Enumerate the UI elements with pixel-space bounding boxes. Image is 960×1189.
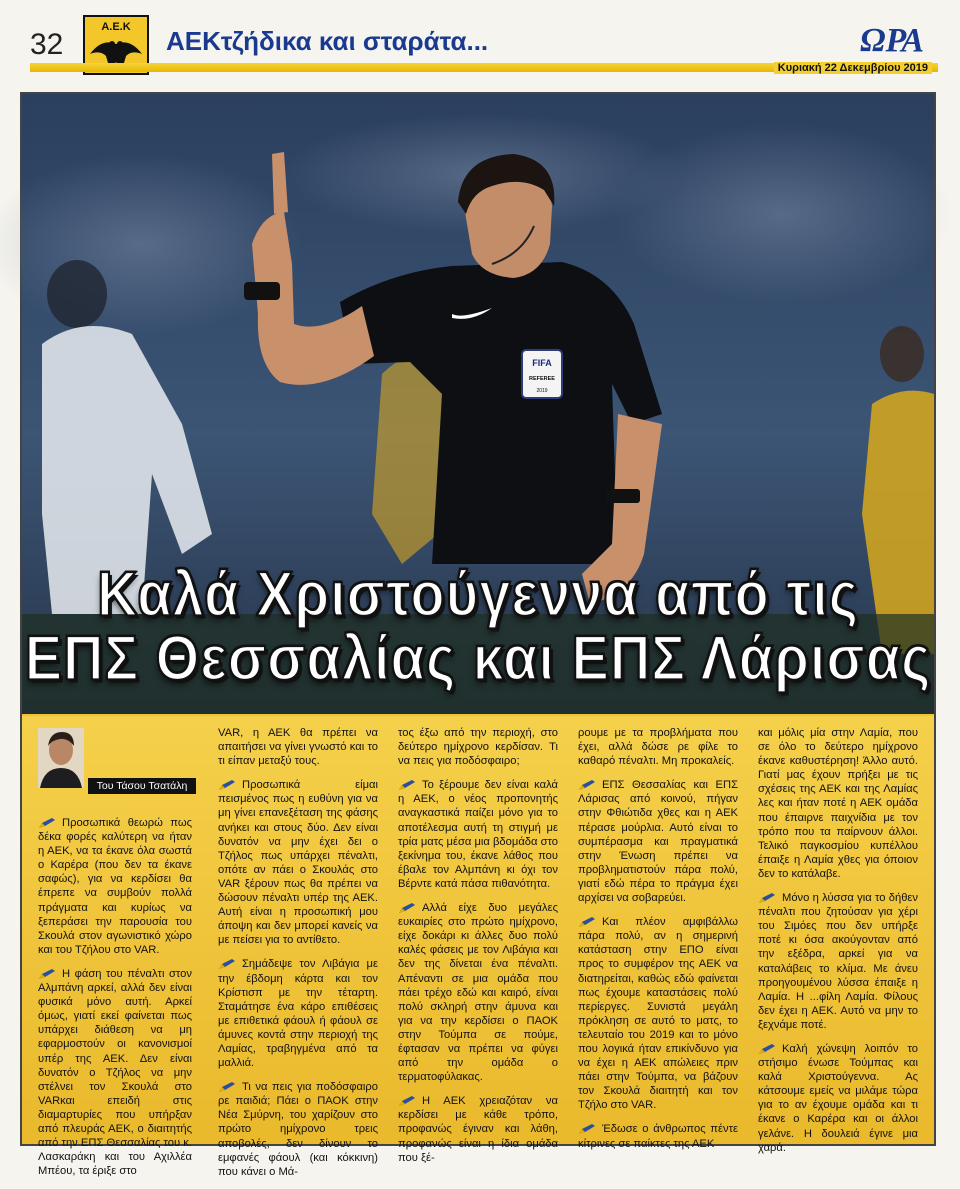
headline-line-1: Καλά Χριστούγεννα από τις	[97, 558, 859, 629]
pen-icon	[578, 779, 596, 791]
byline-block	[38, 728, 196, 808]
article-paragraph	[578, 726, 738, 768]
paragraph-text: Καλή χώνεψη λοιπόν το στήσιμο ένωσε Τούμπας και καλά Χριστούγεννα. Ας κάτσουμε εμείς να μιλάμε τώρα για το αν έχουμε ομάδα και τι έκανε ο Καρέρα και οι άλλοι γελάνε. Η δουλειά έγινε μια χαρά.	[758, 1042, 918, 1154]
article-column-2	[218, 726, 378, 1189]
paragraph-text: Σημάδεψε τον Λιβάγια με την έβδομη κάρτα και τον Κρίστισπ με την τέταρτη. Σταμάτησε ένα κάρο επιθέσεις με επιθετικά φάουλ ή φάουλ σε άμυνες κοντά στην περιοχή της Λαμίας, τραβηγμένα από τα μαλλιά.	[218, 958, 378, 1070]
pen-icon	[758, 1043, 776, 1055]
author-byline: Του Τάσου Τσατάλη	[88, 778, 196, 794]
referee-badge-text: REFEREE	[529, 376, 555, 382]
headline	[22, 558, 934, 693]
badge-year-text: 2019	[536, 388, 548, 394]
newspaper-masthead: ΩΡΑ	[860, 22, 924, 59]
pen-icon	[218, 958, 236, 970]
pen-icon	[398, 779, 416, 791]
paragraph-text: Και πλέον αμφιβάλλω πάρα πολύ, αν η σημερινή κατάσταση στην ΕΠΟ είναι προς το συμφέρον της ΑΕΚ να διατηρείται, καθώς εδώ φαίνεται πως έχουμε καταστάσεις πολύ περίεργες. Συνιστά μεγάλη πρόκληση σε αυτό το ματς, το τελευταίο του 2019 και το μόνο που λογικά ήταν επικίνδυνο για να έχει η ΑΕΚ απώλειες πριν πάει στην Τούμπα, να βάζουν τον Σκουλά διαιτητή και τον Τζήλο στο VAR.	[578, 916, 738, 1112]
article-column-4	[578, 726, 738, 1161]
article-paragraph	[578, 778, 738, 905]
paragraph-text: και μόλις μία στην Λαμία, που σε όλο το δεύτερο ημίχρονο έκανε καθυστέρηση! Άλλο αυτό. Γιατί μας έχουν πρήξει με τις σχέσεις της ΑΕΚ και της Λαμίας λες και ήταν ποτέ η ΑΕΚ ομάδα που έπαιρνε παιχνίδια με τον τρόπο που τα παίρνουν άλλοι. Τελικό παγκοσμίου κυπέλλου έπαιξε η Λαμία χθες για όποιον δεν το κατάλαβε.	[758, 727, 918, 880]
paragraph-text: Η ΑΕΚ χρειαζόταν να κερδίσει με κάθε τρόπο, προφανώς έγιναν και λάθη, προφανώς είναι η ίδια ομάδα που ξέ-	[398, 1095, 558, 1164]
paragraph-text: τος έξω από την περιοχή, στο δεύτερο ημίχρονο κερδίσαν. Τι να πεις για ποδόσφαιρο;	[398, 727, 558, 768]
page-number: 32	[30, 28, 64, 61]
article-paragraph	[578, 915, 738, 1112]
paragraph-text: Μόνο η λύσσα για το δήθεν πέναλτι που ζητούσαν για χέρι του Σιμόες που δεν υπήρξε ποτέ κι όσα ακούγονταν από την εξέδρα, αρκεί για να καταλάβεις το κλίμα. Με άνευ προηγουμένου λύσσα έπαιξε η Λαμία. Η ...φίλη Λαμία. Φίλους δεν έχει η ΑΕΚ. Αυτό να μην το ξεχνάμε ποτέ.	[758, 892, 918, 1031]
pen-icon	[398, 902, 416, 914]
article-paragraph	[398, 901, 558, 1084]
pen-icon	[578, 1123, 596, 1135]
paragraph-text: Προσωπικά είμαι πεισμένος πως η ευθύνη για να μη γίνει επανεξέταση της φάσης ανήκει και στους δύο. Δεν είναι δυνατόν να μην έχει δει ο Τζήλος πως υπάρχει πέναλτι, οπότε αν πάει ο Σκουλάς στο VAR ξέρουν πως θα πρέπει να δώσουν πέναλτι υπέρ της ΑΕΚ. Αυτή είναι η προσωπική μου άποψη και δεν μπορεί κανείς να με πείσει για το αντίθετο.	[218, 779, 378, 947]
article-column-3	[398, 726, 558, 1175]
pen-icon	[218, 1081, 236, 1093]
article-body	[22, 716, 934, 1178]
paragraph-text: Το ξέρουμε δεν είναι καλά η ΑΕΚ, ο νέος προπονητής αναγκαστικά παίζει μόνο για το αποτέλεσμα αυτή τη στιγμή με τρία ματς μέσα μια βδομάδα στο ξεκίνημα του, έκανε λάθος που έβαλε τον Αλμπάνη κι όχι τον Βέρντε κατά πάσα πιθανότητα.	[398, 779, 558, 890]
paragraph-text: VAR, η ΑΕΚ θα πρέπει να απαιτήσει να γίνει γνωστό και το τι είπαν μεταξύ τους.	[218, 727, 378, 768]
paragraph-text: Αλλά είχε δυο μεγάλες ευκαιρίες στο πρώτο ημίχρονο, είχε δοκάρι κι άλλες δυο πολύ καλές φάσεις με τον Λιβάγια και δεν της δίνεται ένα πέναλτι. Απέναντι σε μια ομάδα που πάει τρέχο εδώ και καιρό, είναι πολύ σκληρή στην άμυνα και για να την κερδίσει ο ΠΑΟΚ στην Τούμπα σε πούμε, έφτασαν να πρέπει να φύγει από την ομάδα ο τερματοφύλακας.	[398, 902, 558, 1084]
article-paragraph	[218, 957, 378, 1070]
paragraph-text: ρουμε με τα προβλήματα που έχει, αλλά δώσε ρε φίλε το καθαρό πέναλτι. Μη προκαλείς.	[578, 727, 738, 768]
issue-date: Κυριακή 22 Δεκεμβρίου 2019	[774, 62, 932, 74]
headline-line-2: ΕΠΣ Θεσσαλίας και ΕΠΣ Λάρισας	[24, 622, 932, 693]
article-paragraph	[218, 778, 378, 947]
article-paragraph	[38, 816, 192, 957]
article-paragraph	[398, 726, 558, 768]
article	[20, 92, 936, 1178]
author-photo-icon	[38, 728, 84, 788]
article-paragraph	[398, 778, 558, 891]
pen-icon	[218, 779, 236, 791]
pen-icon	[758, 892, 776, 904]
crest-text: Α.Ε.Κ	[101, 21, 131, 33]
pen-icon	[398, 1095, 416, 1107]
paragraph-text: Έδωσε ο άνθρωπος πέντε κίτρινες σε παίκτες της ΑΕΚ	[578, 1123, 738, 1150]
article-paragraph	[758, 726, 918, 881]
paragraph-text: Η φάση του πέναλτι στον Αλμπάνη αρκεί, αλλά δεν είναι φυσικά μόνο αυτή. Αρκεί όμως, γιατί εκεί φαίνεται πως υπάρχει διάθεση να μη εφαρμοστούν οι κανονισμοί υπέρ της ΑΕΚ. Δεν είναι δυνατόν ο Τζήλος να μην στέλνει τον Σκουλά στο VARκαι επειδή στις διαμαρτυρίες που υπήρξαν από πλευράς ΑΕΚ, ο διαιτητής από την ΕΠΣ Θεσσαλίας του κ. Λασκαράκη και του Αχιλλέα Μπέου, τα έριξε στο	[38, 967, 192, 1178]
fifa-badge-text: FIFA	[532, 358, 552, 368]
pen-icon	[38, 968, 56, 980]
article-column-5	[758, 726, 918, 1165]
article-column-1	[38, 816, 192, 1188]
article-paragraph	[218, 726, 378, 768]
paragraph-text: Τι να πεις για ποδόσφαιρο ρε παιδιά; Πάει ο ΠΑΟΚ στην Νέα Σμύρνη, του χαρίζουν στο πρώτο ημίχρονο τρεις αποβολές, δεν δίνουν το εμφανές φάουλ (και κόκκινη) που κάνει ο Μά-	[218, 1081, 378, 1178]
article-paragraph	[578, 1122, 738, 1150]
article-paragraph	[398, 1094, 558, 1164]
pen-icon	[578, 916, 596, 928]
article-paragraph	[218, 1080, 378, 1179]
article-paragraph	[38, 967, 192, 1178]
pen-icon	[38, 817, 56, 829]
page-header	[0, 0, 960, 90]
paragraph-text: ΕΠΣ Θεσσαλίας και ΕΠΣ Λάρισας από κοινού, πήγαν στην Φθιώτιδα χθες και η ΑΕΚ πέρασε μούρλια. Αυτό είναι το συμπέρασμα και πραγματικά στην Ένωση πρέπει να προβληματιστούν πάρα πολύ, γιατί εδώ πέρα το πράγμα έχει αρχίσει να σοβαρεύει.	[578, 779, 738, 905]
paragraph-text: Προσωπικά θεωρώ πως δέκα φορές καλύτερη να ήταν η ΑΕΚ, να τα έκανε όλα σωστά ο Καρέρα (που δεν τα έκανε σαφώς), για να κερδίσει θα έπρεπε να συμβούν πολλά πράγματα και κυρίως να ξεπεράσει την παρουσία του Σκουλά στον αγωνιστικό χώρο και του Τζήλου στο VAR.	[38, 817, 192, 956]
article-paragraph	[758, 891, 918, 1032]
article-paragraph	[758, 1042, 918, 1155]
section-title: ΑΕΚτζήδικα και σταράτα...	[166, 26, 489, 56]
